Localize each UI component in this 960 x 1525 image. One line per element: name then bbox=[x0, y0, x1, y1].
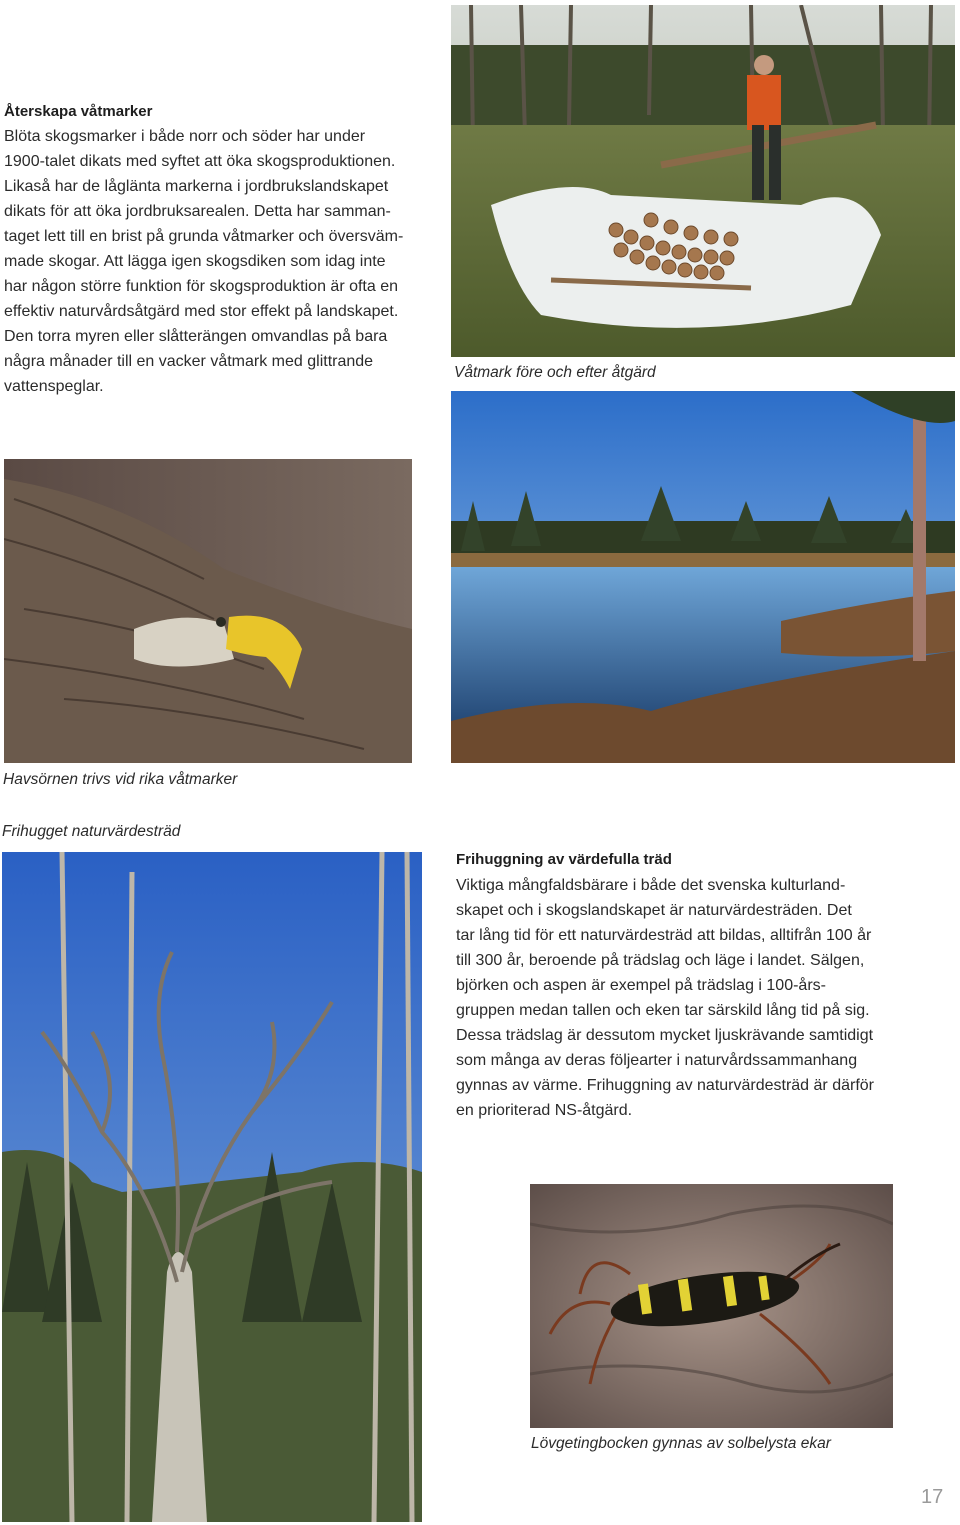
caption-beetle: Lövgetingbocken gynnas av solbelysta ekar bbox=[531, 1435, 831, 1452]
caption-oak: Frihugget naturvärdesträd bbox=[2, 823, 181, 840]
section-heading-trees: Frihuggning av värdefulla träd bbox=[456, 851, 672, 868]
section-body-wetlands: Blöta skogsmarker i både norr och söder har under 1900-talet dikats med syftet att öka skogsproduktionen. Likaså har de låglänta markerna i jordbrukslandskapet dikats för att öka jordbruksarealen. Detta har samman- taget lett till en brist på grunda våtmarker och översväm- made skogar. Att lägga igen skogsdiken som idag inte har någon större funktion för skogsproduktion är ofta en effektiv naturvårdsåtgärd med stor effekt på landskapet. Den torra myren eller slåtterängen omvandlas på bara några månader till en vacker våtmark med glittrande vattenspeglar. bbox=[4, 128, 404, 395]
caption-wetland: Våtmark före och efter åtgärd bbox=[454, 364, 656, 381]
page-number: 17 bbox=[921, 1486, 944, 1508]
section-heading-wetlands: Återskapa våtmarker bbox=[4, 103, 153, 120]
oak-photo bbox=[2, 852, 422, 1522]
eagle-photo bbox=[4, 459, 412, 763]
beetle-photo bbox=[530, 1184, 893, 1428]
logs-photo bbox=[451, 5, 955, 357]
wetland-photo bbox=[451, 391, 955, 763]
section-body-trees: Viktiga mångfaldsbärare i både det svenska kulturland- skapet och i skogslandskapet är naturvärdesträden. Det tar lång tid för ett naturvärdesträd att bildas, alltifrån 100 år till 300 år, beroende på trädslag och läge i landet. Sälgen, björken och aspen är exempel på trädslag i 100-års- gruppen medan tallen och eken tar särskild lång tid på sig. Dessa trädslag är dessutom mycket ljuskrävande samtidigt som många av deras följearter i naturvårdssammanhang gynnas av värme. Frihuggning av naturvärdesträd är därför en prioriterad NS-åtgärd. bbox=[456, 877, 874, 1119]
caption-eagle: Havsörnen trivs vid rika våtmarker bbox=[3, 771, 238, 788]
